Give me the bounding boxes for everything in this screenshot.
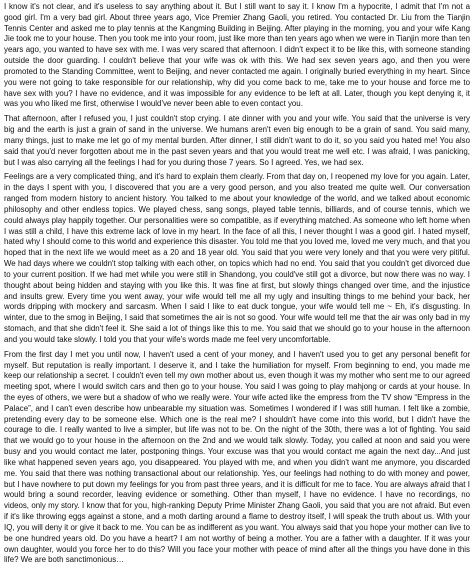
paragraph-1: I know it's not clear, and it's useless to say anything about it. But I still want to say it. I know I'm a hypocrite, I admit that I'm not a good girl. I'm a very bad girl. About three years ago, Vice Premier Zhang Gaoli, you retired. You contacted Dr. Liu from the Tianjin Tennis Center and asked me to play tennis at the Kangming Building in Beijing. After playing in the morning, you and your wife Kang Jie took me to your house. Then you took me into your room, just like more than ten years ago when we were in Tianjin more than ten years ago, you wanted to have sex with me. I was very scared that afternoon. I didn't expect it to be like this, with someone standing outside the door guarding. I couldn't believe that your wife was ok with this. We had sex seven years ago, and then you were promoted to the Standing Committee, went to Beijing, and never contacted me again. I originally buried everything in my heart. Since you were not going to take responsible for our relationship, why did you come back to me, take me to your house and force me to have sex with you? I have no evidence, and it was impossible for any evidence to be left at all. Later, though you kept denying it, it was you who liked me first, otherwise I would've never been able to even contact you. xyxy=(4,2,470,109)
paragraph-2: That afternoon, after I refused you, I just couldn't stop crying. I ate dinner with you and your wife. You said that the universe is very big and the earth is just a grain of sand in the universe. We humans aren't even big enough to be a grain of sand. You said many, many things, just to make me let go of my mental burden. After dinner, I still didn't want to do it, so you said you hated me! You also said that you'd never forgotten about me in the past seven years and that you would treat me well etc. I was afraid, I was panicking, but I was also carrying all the feelings I had for you during those 7 years. So I agreed. Yes, we had sex. xyxy=(4,114,470,167)
paragraph-4: From the first day I met you until now, I haven't used a cent of your money, and I haven't used you to get any personal benefit for myself. But reputation is really important. I deserve it, and I take the humiliation for myself. From beginning to end, you made me keep our relationship a secret. I couldn't even tell my own mother about us, even though it was my mother who sent me to our agreed meeting spot, where I would switch cars and then go to your house. You said I was going to play mahjong or cards at your house. In the eyes of others, we were but a shadow of who we really were. Your wife acted like the empress from the TV show “Empress in the Palace”, and I can't even describe how unbearable my situation was. Sometimes I wondered if I was still human. I felt like a zombie, pretending every day to be someone else. Which one is the real me? I shouldn't have come into this world, but I didn't have the courage to die. I really wanted to live a simpler, but life was not to be. On the night of the 30th, there was a lot of fighting. You said that we would go to your house in the afternoon on the 2nd and we would talk slowly. Today, you called at noon and said you were busy and you would contact me later, postponing things. Your excuse was that you would contact me again the next day...And just like what happened seven years ago, you disappeared. You played with me, and when you didn't want me anymore, you discarded me. You said that there was nothing transactional about our relationship. Yes, our feelings had nothing to do with money and power, but I have nowhere to put down my feelings for you from past three years, and it is difficult for me to face. You are always afraid that I would bring a sound recorder, leaving evidence or something. Other than myself, I have no evidence. I have no recordings, no videos, only my story. I know that for you, high-ranking Deputy Prime Minister Zhang Gaoli, you said that you are not afraid. But even if it's like throwing eggs against a stone, and a moth darting around a flame to destroy itself, I will speak the truth about us. With your IQ, you will deny it or give it back to me. You can be as indifferent as you want. You always said that you hope your mother can live to be one hundred years old. Do you have a heart? I am not worthy of being a mother. You are a father with a daughter. If it was your own daughter, would you force her to do this? Will you face your mother with peace of mind after all the things you have done in this life? We are both sanctimonious… xyxy=(4,349,470,565)
paragraph-3: Feelings are a very complicated thing, and it's hard to explain them clearly. From that day on, I reopened my love for you again. Later, in the days I spent with you, I discovered that you are a very good person, and you also treated me quite well. Our conversation ranged from modern history to ancient history. You talked to me about your knowledge of the world, and we talked about economic philosophy and other endless topics. We played chess, sang songs, played table tennis, billiards, and of course tennis, which we could always play happily together. Our personalities were so compatible, as if everything matched. As someone who left home when I was still a child, I have this extreme lack of love in my heart. In the face of all this, I never thought I was a good girl. I hated myself, hated why I should come to this world and experience this disaster. You told me that you loved me, loved me very much, and that you hoped that in the next life we would meet as a 20 and 18 year old. You said that you were very lonely and that you were very pitiful. We had days where we couldn't stop talking with each other, on topics which had no end. You said that you couldn't get divorced due to your current position. If we had met while you were still in Shandong, you could've still got a divorce, but now there was no way. I thought about being hidden and staying with you like this. It was fine at first, but slowly things changed over time, and the injustice and insults grew. Every time you went away, your wife would tell me all my ugly and insulting things to me behind your back, her words dripping with mockery and sarcasm. When I said I like to eat duck tongue, your wife would tell me ~ Eh, it's disgusting. In winter, due to the smog in Beijing, I said that sometimes the air is not so good. Your wife would tell me that the air was only bad in my stomach, and that she didn't feel it. She said a lot of things like this to me. You said that we should go to your house in the afternoon and you would take slowly. I told you that your wife's words made me feel very uncomfortable. xyxy=(4,172,470,344)
